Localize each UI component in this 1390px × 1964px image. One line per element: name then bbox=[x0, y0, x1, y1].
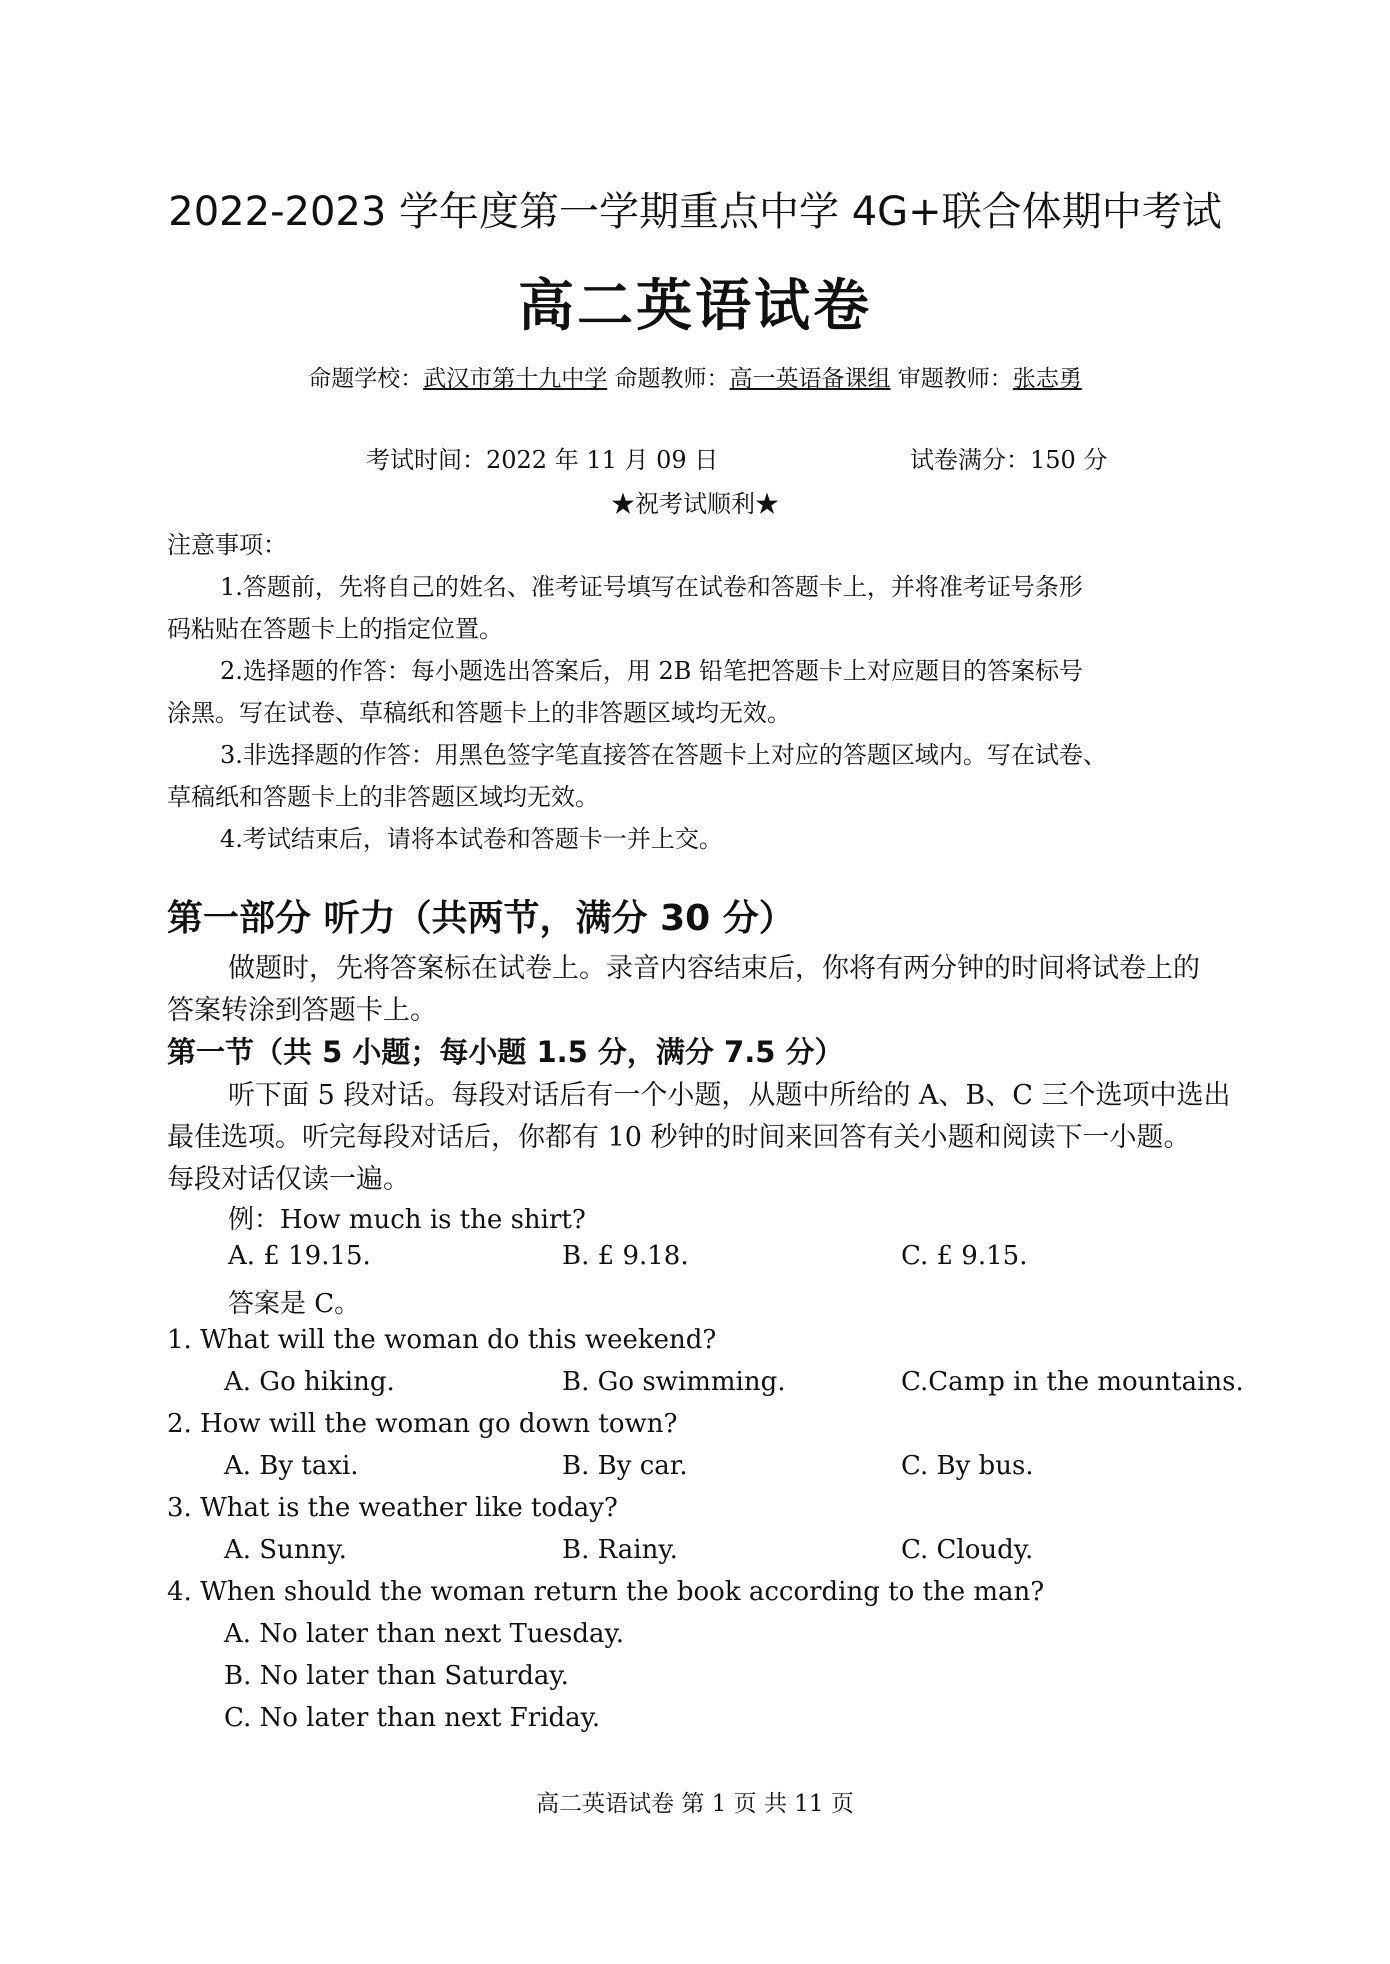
part1-intro: 答案转涂到答题卡上。 bbox=[167, 995, 437, 1026]
exam-title-line1: 2022-2023 学年度第一学期重点中学 4G+联合体期中考试 bbox=[168, 189, 1222, 235]
wish-line: ★祝考试顺利★ bbox=[611, 490, 779, 518]
example-answer: 答案是 C。 bbox=[228, 1289, 361, 1319]
reviewer-value: 张志勇 bbox=[1012, 366, 1082, 392]
section1-instruction: 每段对话仅读一遍。 bbox=[167, 1164, 410, 1195]
section1-instruction: 听下面 5 段对话。每段对话后有一个小题，从题中所给的 A、B、C 三个选项中选出 bbox=[228, 1080, 1231, 1111]
notice-item: 涂黑。写在试卷、草稿纸和答题卡上的非答题区域均无效。 bbox=[167, 699, 791, 727]
full-score: 试卷满分：150 分 bbox=[910, 446, 1108, 474]
question-3-option-b: B. Rainy. bbox=[562, 1535, 678, 1565]
example-question: 例：How much is the shirt? bbox=[228, 1205, 586, 1235]
question-1-option-c: C.Camp in the mountains. bbox=[901, 1367, 1244, 1397]
exam-time: 考试时间：2022 年 11 月 09 日 bbox=[366, 446, 719, 474]
notice-item: 4.考试结束后，请将本试卷和答题卡一并上交。 bbox=[220, 825, 723, 853]
question-3-option-a: A. Sunny. bbox=[224, 1535, 347, 1565]
teacher-label: 命题教师： bbox=[607, 366, 730, 392]
question-1-option-a: A. Go hiking. bbox=[224, 1367, 395, 1397]
notice-item: 3.非选择题的作答：用黑色签字笔直接答在答题卡上对应的答题区域内。写在试卷、 bbox=[220, 741, 1107, 769]
question-2-option-a: A. By taxi. bbox=[224, 1451, 359, 1481]
question-1-option-b: B. Go swimming. bbox=[562, 1367, 786, 1397]
question-4-option-a: A. No later than next Tuesday. bbox=[224, 1619, 624, 1649]
exam-title-line2: 高二英语试卷 bbox=[518, 274, 872, 339]
question-2-option-b: B. By car. bbox=[562, 1451, 688, 1481]
question-4: 4. When should the woman return the book according to the man? bbox=[167, 1577, 1045, 1607]
section1-instruction: 最佳选项。听完每段对话后，你都有 10 秒钟的时间来回答有关小题和阅读下一小题。 bbox=[167, 1122, 1191, 1153]
page-footer: 高二英语试卷 第 1 页 共 11 页 bbox=[536, 1791, 854, 1817]
example-option-a: A. £ 19.15. bbox=[228, 1241, 371, 1271]
notice-title: 注意事项： bbox=[167, 531, 287, 559]
teacher-value: 高一英语备课组 bbox=[729, 366, 891, 392]
school-value: 武汉市第十九中学 bbox=[423, 366, 608, 392]
notice-item: 码粘贴在答题卡上的指定位置。 bbox=[167, 615, 503, 643]
part1-intro: 做题时，先将答案标在试卷上。录音内容结束后，你将有两分钟的时间将试卷上的 bbox=[228, 953, 1200, 984]
question-4-option-c: C. No later than next Friday. bbox=[224, 1703, 601, 1733]
author-line bbox=[0, 360, 1390, 393]
part1-heading: 第一部分 听力（共两节，满分 30 分） bbox=[167, 898, 795, 939]
example-option-c: C. £ 9.15. bbox=[901, 1241, 1028, 1271]
question-3-option-c: C. Cloudy. bbox=[901, 1535, 1034, 1565]
question-3: 3. What is the weather like today? bbox=[167, 1493, 618, 1523]
question-2-option-c: C. By bus. bbox=[901, 1451, 1034, 1481]
notice-item: 2.选择题的作答：每小题选出答案后，用 2B 铅笔把答题卡上对应题目的答案标号 bbox=[220, 657, 1084, 685]
notice-item: 1.答题前，先将自己的姓名、准考证号填写在试卷和答题卡上，并将准考证号条形 bbox=[220, 573, 1083, 601]
question-1: 1. What will the woman do this weekend? bbox=[167, 1325, 717, 1355]
question-4-option-b: B. No later than Saturday. bbox=[224, 1661, 569, 1691]
section1-heading: 第一节（共 5 小题；每小题 1.5 分，满分 7.5 分） bbox=[167, 1035, 844, 1069]
school-label: 命题学校： bbox=[308, 366, 424, 392]
notice-item: 草稿纸和答题卡上的非答题区域均无效。 bbox=[167, 783, 599, 811]
reviewer-label: 审题教师： bbox=[890, 366, 1013, 392]
question-2: 2. How will the woman go down town? bbox=[167, 1409, 678, 1439]
example-option-b: B. £ 9.18. bbox=[562, 1241, 689, 1271]
